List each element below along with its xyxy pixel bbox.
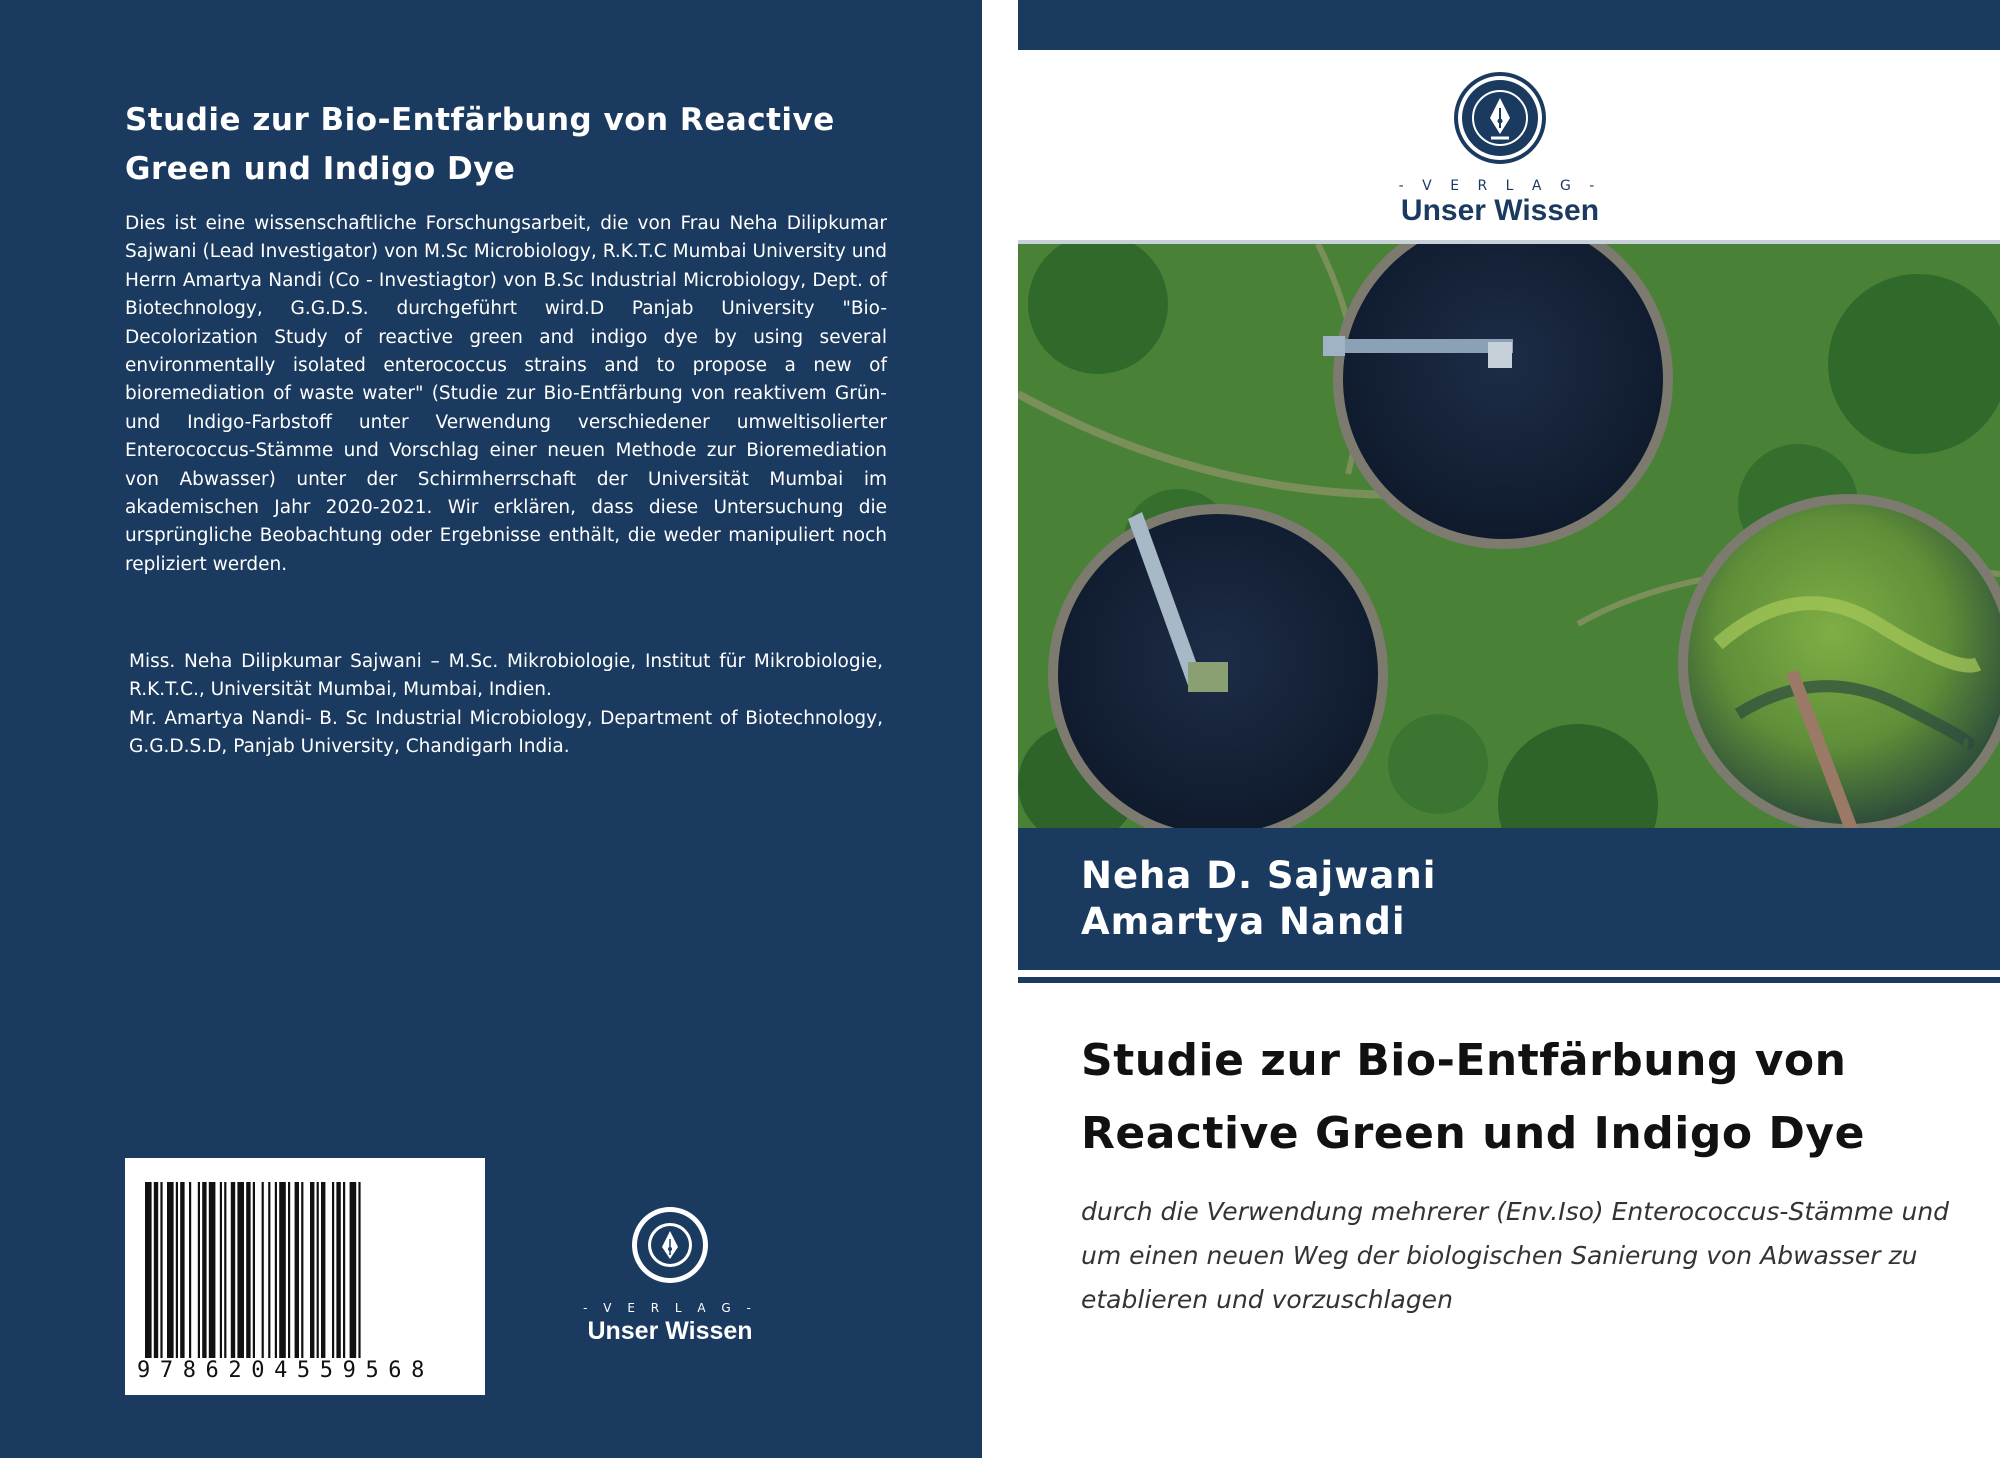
front-rule [1018,977,2000,983]
barcode-bar [167,1182,174,1358]
barcode-bar [332,1182,334,1358]
back-cover-blurb: Dies ist eine wissenschaftliche Forschungsarbeit, die von Frau Neha Dilipkumar Sajwani (Lead Investigator) von M.Sc Microbiology, R.K.T.C Mumbai University und Herrn Amartya Nandi (Co - Investiagtor) von B.Sc Industrial Microbiology, Dept. of Biotechnology, G.G.D.S. durchgeführt wird.D Panjab University "Bio-Decolorization Study of reactive green and indigo dye by using several environmentally isolated enterococcus strains and to propose a new of bioremediation of waste water" (Studie zur Bio-Entfärbung von reaktivem Grün- und Indigo-Farbstoff unter Verwendung verschiedener umweltisolierter Enterococcus-Stämme und Vorschlag einer neuen Methode zur Bioremediation von Abwasser) unter der Schirmherrschaft der Universität Mumbai im akademischen Jahr 2020-2021. Wir erklären, dass diese Untersuchung die ursprüngliche Beobachtung oder Ergebnisse enthält, die weder manipuliert noch repliziert werden. [125,213,887,575]
front-author-band [1018,828,2000,970]
barcode-bar [279,1182,286,1358]
barcode-bar [198,1182,200,1358]
front-cover-title: Studie zur Bio-Entfärbung von Reactive Green und Indigo Dye [1081,1035,1865,1159]
barcode-bar [246,1182,250,1358]
barcode-bar [317,1182,319,1358]
back-verlag-label: - V E R L A G - [583,1301,757,1315]
front-publisher-name: Unser Wissen [1400,194,1600,227]
barcode-bar [209,1182,216,1358]
barcode-bar [220,1182,222,1358]
barcode-bar [176,1182,178,1358]
barcode-bar [343,1182,345,1358]
barcode-bar [310,1182,314,1358]
barcode-bar [275,1182,277,1358]
back-publisher-logo [572,1205,768,1345]
front-verlag-label: - V E R L A G - [1398,178,1602,194]
back-cover [0,0,982,1458]
barcode-bar [288,1182,290,1358]
cover-photo-treatment-plant [1018,244,2000,828]
isbn-digits: 9786204559568 [137,1358,434,1383]
barcode-bar [237,1182,244,1358]
author-info-line: Miss. Neha Dilipkumar Sajwani – M.Sc. Mikrobiologie, Institut für Mikrobiologie, R.K.T.C., Universität Mumbai, Mumbai, Indien. [129,651,883,701]
barcode-bar [358,1182,360,1358]
front-author-name: Neha D. Sajwani [1081,854,1437,897]
barcode-bar [145,1182,152,1358]
author-info [129,648,883,762]
isbn-barcode [125,1158,485,1395]
barcode-bar [321,1182,325,1358]
author-info-line: Mr. Amartya Nandi- B. Sc Industrial Microbiology, Department of Biotechnology, G.G.D.S.D, Panjab University, Chandigarh India. [129,707,883,758]
barcode-bar [160,1182,162,1358]
barcode-bar [301,1182,303,1358]
back-cover-title: Studie zur Bio-Entfärbung von Reactive Green und Indigo Dye [125,102,835,187]
publisher-seal-icon [1395,72,1605,168]
barcode-bar [224,1182,226,1358]
barcode-bar [268,1182,270,1358]
barcode-bar [154,1182,158,1358]
back-publisher-name: Unser Wissen [587,1317,753,1345]
publisher-seal-icon [572,1205,768,1289]
front-publisher-logo [1395,72,1605,227]
aerial-photo-image [1018,244,2000,828]
barcode-bar [336,1182,340,1358]
front-top-bar [1018,0,2000,50]
front-cover-subtitle: durch die Verwendung mehrerer (Env.Iso) Enterococcus-Stämme und um einen neuen Weg der biologischen Sanierung von Abwasser zu etablieren und vorzuschlagen [1081,1197,1950,1314]
barcode-bars [145,1182,465,1358]
barcode-bar [231,1182,235,1358]
barcode-bar [180,1182,184,1358]
front-author-name: Amartya Nandi [1081,900,1406,943]
barcode-bar [295,1182,299,1358]
barcode-bar [350,1182,357,1358]
barcode-bar [253,1182,255,1358]
barcode-bar [262,1182,264,1358]
barcode-bar [189,1182,191,1358]
barcode-bar [202,1182,206,1358]
